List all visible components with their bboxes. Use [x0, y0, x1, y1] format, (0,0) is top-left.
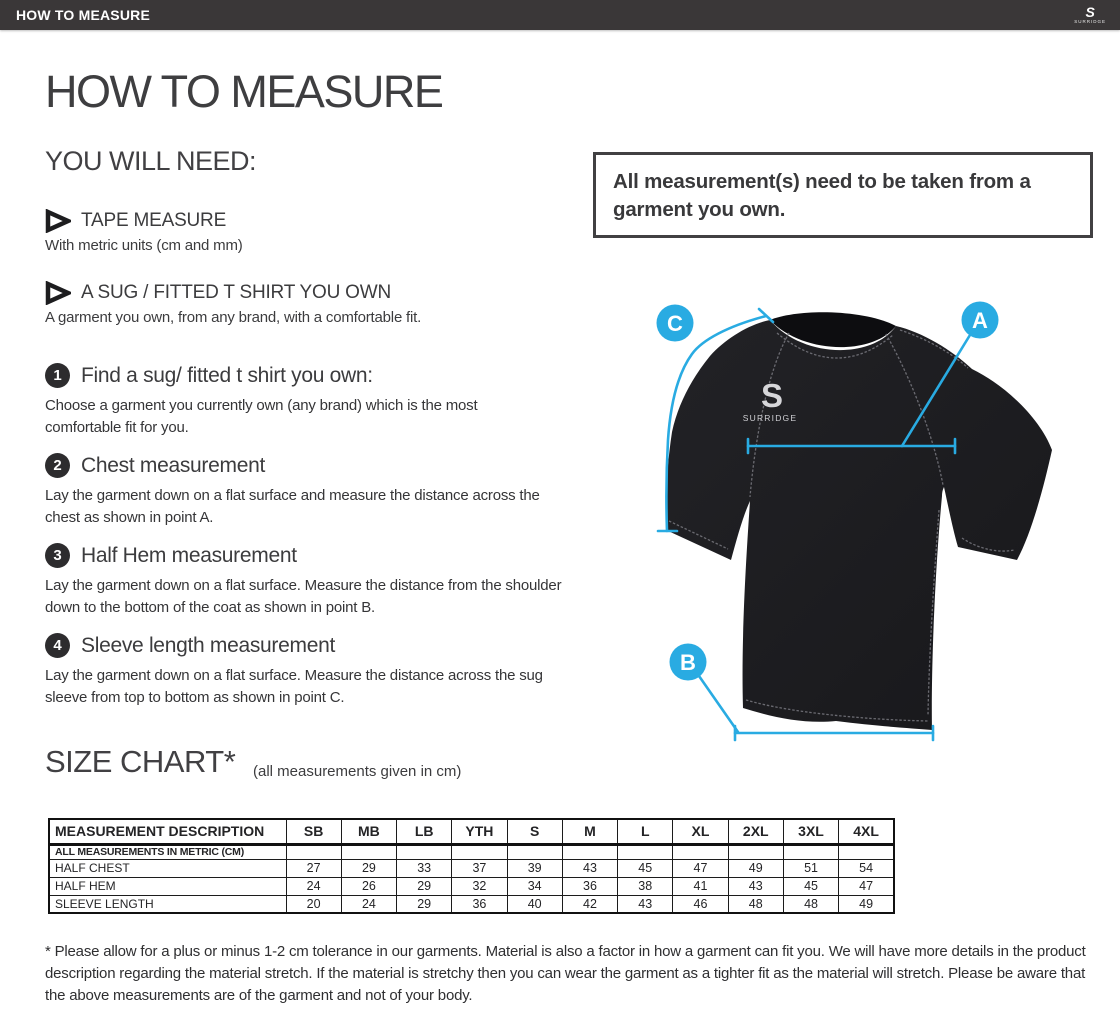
- surridge-logo-text: SURRIDGE: [1074, 19, 1106, 25]
- measurement-value: 34: [507, 877, 562, 895]
- shirt-diagram-svg: [600, 280, 1120, 780]
- notice-box: All measurement(s) need to be taken from a garment you own.: [593, 152, 1093, 238]
- col-header-size: LB: [397, 819, 452, 844]
- empty-cell: [839, 844, 894, 859]
- col-header-size: L: [618, 819, 673, 844]
- col-header-size: SB: [286, 819, 341, 844]
- measurement-value: 24: [341, 895, 396, 913]
- step-1: [45, 363, 610, 439]
- step-description: Choose a garment you currently own (any brand) which is the most comfortable fit for you.: [45, 397, 478, 436]
- measurement-value: 33: [397, 859, 452, 877]
- step-number-badge: 3: [45, 543, 70, 568]
- step-4: [45, 633, 610, 709]
- step-title: Sleeve length measurement: [81, 633, 335, 657]
- measurement-value: 32: [452, 877, 507, 895]
- step-description: Lay the garment down on a flat surface. Measure the distance from the shoulder down to the bottom of the coat as shown in point B.: [45, 577, 562, 616]
- measurement-value: 20: [286, 895, 341, 913]
- measurement-value: 45: [783, 877, 838, 895]
- measurement-value: 36: [452, 895, 507, 913]
- measurement-value: 26: [341, 877, 396, 895]
- measurement-value: 29: [397, 895, 452, 913]
- step-title: Find a sug/ fitted t shirt you own:: [81, 363, 373, 387]
- measurement-value: 41: [673, 877, 728, 895]
- measurement-value: 47: [673, 859, 728, 877]
- top-bar: [0, 0, 1120, 30]
- empty-cell: [452, 844, 507, 859]
- measurement-row: [49, 877, 894, 895]
- metric-note-cell: ALL MEASUREMENTS IN METRIC (CM): [49, 844, 286, 859]
- need-item-description: With metric units (cm and mm): [45, 237, 243, 254]
- play-triangle-icon: [45, 281, 71, 305]
- measurement-value: 29: [341, 859, 396, 877]
- size-table-head: [49, 819, 894, 844]
- step-description: Lay the garment down on a flat surface and measure the distance across the chest as shown in point A.: [45, 487, 540, 526]
- measurement-value: 48: [728, 895, 783, 913]
- empty-cell: [286, 844, 341, 859]
- page-title: HOW TO MEASURE: [45, 66, 443, 117]
- step-2: [45, 453, 610, 529]
- measurement-value: 29: [397, 877, 452, 895]
- surridge-logo-icon: [1074, 5, 1112, 25]
- need-item-label: A SUG / FITTED T SHIRT YOU OWN: [81, 282, 392, 303]
- label-letter-a: A: [972, 308, 988, 333]
- col-header-size: 4XL: [839, 819, 894, 844]
- label-letter-c: C: [667, 311, 683, 336]
- step-number-badge: 4: [45, 633, 70, 658]
- measurement-value: 39: [507, 859, 562, 877]
- measurement-value: 42: [562, 895, 617, 913]
- col-header-size: YTH: [452, 819, 507, 844]
- surridge-logo-letter: S: [1085, 4, 1095, 21]
- col-header-size: M: [562, 819, 617, 844]
- shirt-logo-text: SURRIDGE: [742, 413, 798, 423]
- measurement-label: SLEEVE LENGTH: [49, 895, 286, 913]
- col-header-size: S: [507, 819, 562, 844]
- play-triangle-icon: [45, 209, 71, 233]
- col-header-size: 3XL: [783, 819, 838, 844]
- size-chart-table: [48, 818, 895, 914]
- size-chart-subheading: (all measurements given in cm): [253, 763, 462, 780]
- empty-cell: [618, 844, 673, 859]
- need-item-fitted-shirt: [45, 281, 421, 326]
- empty-cell: [673, 844, 728, 859]
- measurement-label: HALF HEM: [49, 877, 286, 895]
- measure-tick: [759, 309, 773, 322]
- measurement-value: 49: [728, 859, 783, 877]
- measurement-value: 46: [673, 895, 728, 913]
- measurement-value: 47: [839, 877, 894, 895]
- empty-cell: [728, 844, 783, 859]
- col-header-size: 2XL: [728, 819, 783, 844]
- col-header-description: MEASUREMENT DESCRIPTION: [49, 819, 286, 844]
- measurement-value: 48: [783, 895, 838, 913]
- step-title: Chest measurement: [81, 453, 265, 477]
- top-bar-title: HOW TO MEASURE: [16, 7, 150, 23]
- measurement-value: 43: [618, 895, 673, 913]
- empty-cell: [507, 844, 562, 859]
- measurement-label: HALF CHEST: [49, 859, 286, 877]
- measurement-value: 38: [618, 877, 673, 895]
- step-number-badge: 2: [45, 453, 70, 478]
- measurement-value: 27: [286, 859, 341, 877]
- size-table-header-row: [49, 819, 894, 844]
- measurement-value: 40: [507, 895, 562, 913]
- empty-cell: [562, 844, 617, 859]
- empty-cell: [341, 844, 396, 859]
- measurement-value: 49: [839, 895, 894, 913]
- empty-cell: [783, 844, 838, 859]
- measurement-value: 24: [286, 877, 341, 895]
- shirt-logo-letter: S: [760, 377, 784, 414]
- size-chart-heading: SIZE CHART*: [45, 744, 236, 779]
- step-description: Lay the garment down on a flat surface. Measure the distance across the sug sleeve from top to bottom as shown in point C.: [45, 667, 543, 706]
- step-3: [45, 543, 610, 619]
- need-item-label: TAPE MEASURE: [81, 210, 227, 231]
- measurement-value: 51: [783, 859, 838, 877]
- measurement-value: 36: [562, 877, 617, 895]
- measurement-value: 37: [452, 859, 507, 877]
- measurement-row: [49, 859, 894, 877]
- step-number-badge: 1: [45, 363, 70, 388]
- size-table-body: [49, 844, 894, 913]
- metric-note-row: [49, 844, 894, 859]
- measurement-row: [49, 895, 894, 913]
- col-header-size: MB: [341, 819, 396, 844]
- step-title: Half Hem measurement: [81, 543, 297, 567]
- measurement-value: 43: [728, 877, 783, 895]
- tolerance-footnote: * Please allow for a plus or minus 1-2 cm tolerance in our garments. Material is also a factor in how a garment can fit you. We will have more details in the product description regarding the material stretch. If the material is stretchy then you can wear the garment as a tighter fit as the material will stretch. Please be aware that the above measurements are of the garment and not of your body.: [45, 943, 1086, 1004]
- label-letter-b: B: [680, 650, 696, 675]
- measurement-value: 54: [839, 859, 894, 877]
- empty-cell: [397, 844, 452, 859]
- need-item-description: A garment you own, from any brand, with a comfortable fit.: [45, 309, 422, 326]
- measurement-value: 43: [562, 859, 617, 877]
- measurement-value: 45: [618, 859, 673, 877]
- col-header-size: XL: [673, 819, 728, 844]
- shirt-measurement-diagram: [600, 280, 1120, 780]
- need-item-tape-measure: [45, 209, 243, 254]
- shirt-silhouette: [666, 320, 1052, 730]
- measure-line-b: [699, 676, 738, 732]
- you-will-need-heading: YOU WILL NEED:: [45, 146, 257, 176]
